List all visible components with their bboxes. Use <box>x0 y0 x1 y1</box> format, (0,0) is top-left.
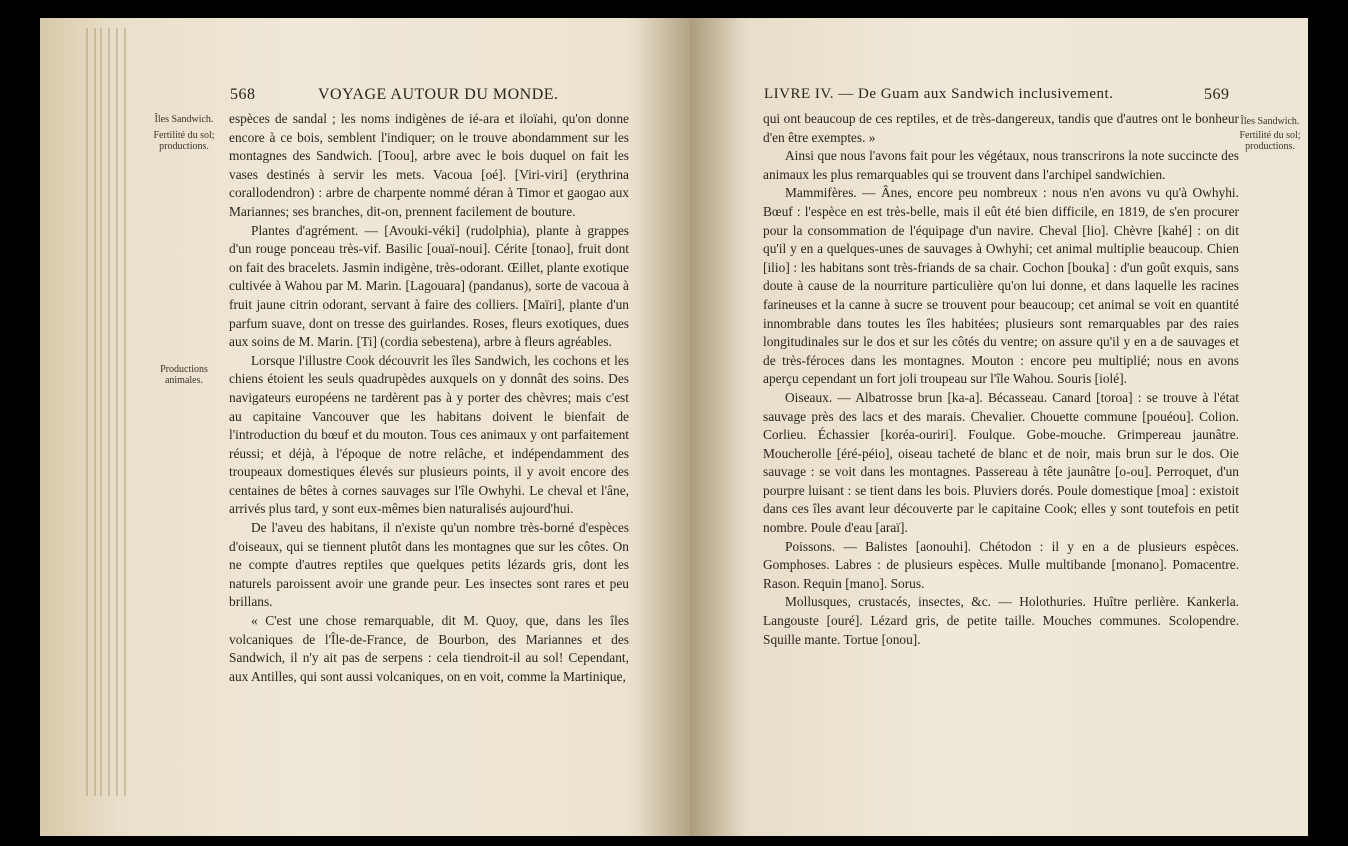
gutter-shadow <box>690 18 750 836</box>
paragraph: Oiseaux. — Albatrosse brun [ka-a]. Bécasseau. Canard [toroa] : se trouve à l'état sauvage près des lacs et des marais. Chevalier. Chouette commune [pouéou]. Colion. Corlieu. Échassier [koréa-ouriri]. Foulque. Gobe-mouche. Grimpereau jaunâtre. Moucherolle [éré-péio], oiseau tacheté de blanc et de noir, mais brun sur le dos. Oie sauvage : se voit dans les montagnes. Passereau à tête jaunâtre [o-ou]. Perroquet, d'un pourpre luisant : se tient dans les bois. Pluviers dorés. Poule domestique [moa] : existoit dans ces îles avant leur découverte par le capitaine Cook; elles y sont toutefois en petit nombre. Poule d'eau [araï]. <box>763 389 1239 536</box>
paragraph: Lorsque l'illustre Cook découvrit les îles Sandwich, les cochons et les chiens étoient les seuls quadrupèdes auxquels on y donnât des soins. Des navigateurs européens ne tardèrent pas à y porter des chèvres; mais c'est au capitaine Vancouver que les habitans doivent le bienfait de l'introduction du bœuf et du mouton. Tous ces animaux y ont parfaitement réussi; et déjà, à l'époque de notre relâche, et indépendamment des troupeaux domestiques élevés sur plusieurs points, il y avoit encore des centaines de bêtes à cornes sauvages sur l'île Owhyhi. Le cheval et l'âne, arrivés plus tard, y sont eux-mêmes bien naturalisés aujourd'hui. <box>229 352 629 517</box>
margin-note <box>140 364 228 386</box>
running-title: LIVRE IV. — De Guam aux Sandwich inclusivement. <box>764 86 1114 102</box>
margin-note-line: Fertilité du sol; <box>153 130 215 141</box>
body-text <box>229 110 629 686</box>
paragraph: Poissons. — Balistes [aonouhi]. Chétodon : il y en a de plusieurs espèces. Gomphoses. Labres : de plusieurs espèces. Mulle multibande [monano]. Pomacentre. Rason. Requin [mano]. Sorus. <box>763 538 1239 591</box>
right-page <box>690 18 1308 836</box>
running-title: VOYAGE AUTOUR DU MONDE. <box>318 86 559 103</box>
margin-note <box>1235 116 1305 127</box>
page-number: 569 <box>1204 86 1230 103</box>
body-text <box>763 110 1239 649</box>
paragraph: espèces de sandal ; les noms indigènes de ié-ara et iloïahi, qu'on donne encore à ce bois, semblent l'indiquer; on le trouve abondamment sur les montagnes des Sandwich. [Toou], arbre avec le bois duquel on fait les vases destinés à servir les mets. Vacoua [oé]. [Viri-viri] (erythrina corallodendron) : arbre de charpente nommé déran à Timor et gaogao aux Mariannes; ses branches, dit-on, prennent facilement de bouture. <box>229 111 629 219</box>
margin-note-line: Îles Sandwich. <box>154 114 214 125</box>
paragraph: Plantes d'agrément. — [Avouki-véki] (rudolphia), plante à grappes d'un rouge ponceau très-vif. Basilic [ouaï-noui]. Cérite [tonao], fruit dont on fait des bracelets. Jasmin indigène, très-odorant. Œillet, plante exotique cultivée à Wahou par M. Marin. [Lagouara] (pandanus), sorte de vacoua à fruit jaune citrin odorant, servant à faire des colliers. [Maïri], plante d'un parfum suave, dont on tresse des guirlandes. Roses, fleurs exotiques, dues aux soins de M. Marin. [Ti] (cordia sebestena), arbre à fleurs agréables. <box>229 222 629 350</box>
paragraph: Mollusques, crustacés, insectes, &c. — Holothuries. Huître perlière. Kankerla. Langouste [ouré]. Lézard gris, de petite taille. Mouches communes. Scolopendre. Squille mante. Tortue [onou]. <box>763 594 1239 647</box>
paragraph: De l'aveu des habitans, il n'existe qu'un nombre très-borné d'espèces d'oiseaux, qui se tiennent plutôt dans les montagnes que sur les côtes. On ne compte d'autres reptiles que quelques petits lézards gris, dont les naturels paroissent avoir une grande peur. Les insectes sont rares et peu brillans. <box>229 520 629 610</box>
paragraph: « C'est une chose remarquable, dit M. Quoy, que, dans les îles volcaniques de l'Île-de-France, de Bourbon, des Mariannes et des Sandwich, il n'y ait pas de serpens : cela tiendroit-il au sol! Cependant, aux Antilles, qui sont aussi volcaniques, on en voit, comme la Martinique, <box>229 613 629 684</box>
margin-note-line: Îles Sandwich. <box>1240 116 1300 127</box>
margin-note-line: productions. <box>159 141 209 152</box>
margin-note-line: productions. <box>1245 141 1295 152</box>
open-book <box>40 18 1308 836</box>
paragraph: qui ont beaucoup de ces reptiles, et de très-dangereux, tandis que d'autres ont le bonheur d'en être exemptes. » <box>763 111 1239 145</box>
margin-note <box>140 114 228 125</box>
margin-note <box>1235 130 1305 152</box>
paragraph: Ainsi que nous l'avons fait pour les végétaux, nous transcrirons la note succincte des animaux les plus remarquables qui se trouvent dans l'archipel sandwichien. <box>763 148 1239 182</box>
paragraph: Mammifères. — Ânes, encore peu nombreux : nous n'en avons vu qu'à Owhyhi. Bœuf : l'espèce en est très-belle, mais il eût été bien difficile, en 1819, de s'en procurer pour la consommation de l'équipage d'un navire. Cheval [lio]. Chèvre [kahé] : on dit qu'il y en a quelques-unes de sauvages à Owhyhi; cet animal multiplie beaucoup. Chien [ilio] : les habitans sont très-friands de sa chair. Cochon [bouka] : d'un goût exquis, sans doute à cause de la nourriture particulière qu'on lui donne, et dans laquelle les racines farineuses et la canne à sucre se trouvent pour beaucoup; cet animal se voit en quantité innombrable dans toutes les îles habitées; plusieurs sont remarquables par des raies longitudinales sur le dos et sur les côtés du ventre; on assure qu'il y en a de sauvages et de très-féroces dans les montagnes. Mouton : encore peu multiplié; nous en avons aperçu cependant un fort joli troupeau sur l'île Wahou. Souris [iolé]. <box>763 185 1239 387</box>
left-page <box>40 18 690 836</box>
margin-note-line: Fertilité du sol; <box>1239 130 1301 141</box>
margin-note-line: Productions <box>160 364 208 375</box>
margin-note-line: animales. <box>164 375 204 386</box>
margin-note <box>140 130 228 152</box>
gutter-shadow <box>640 18 690 836</box>
page-number: 568 <box>230 86 256 103</box>
